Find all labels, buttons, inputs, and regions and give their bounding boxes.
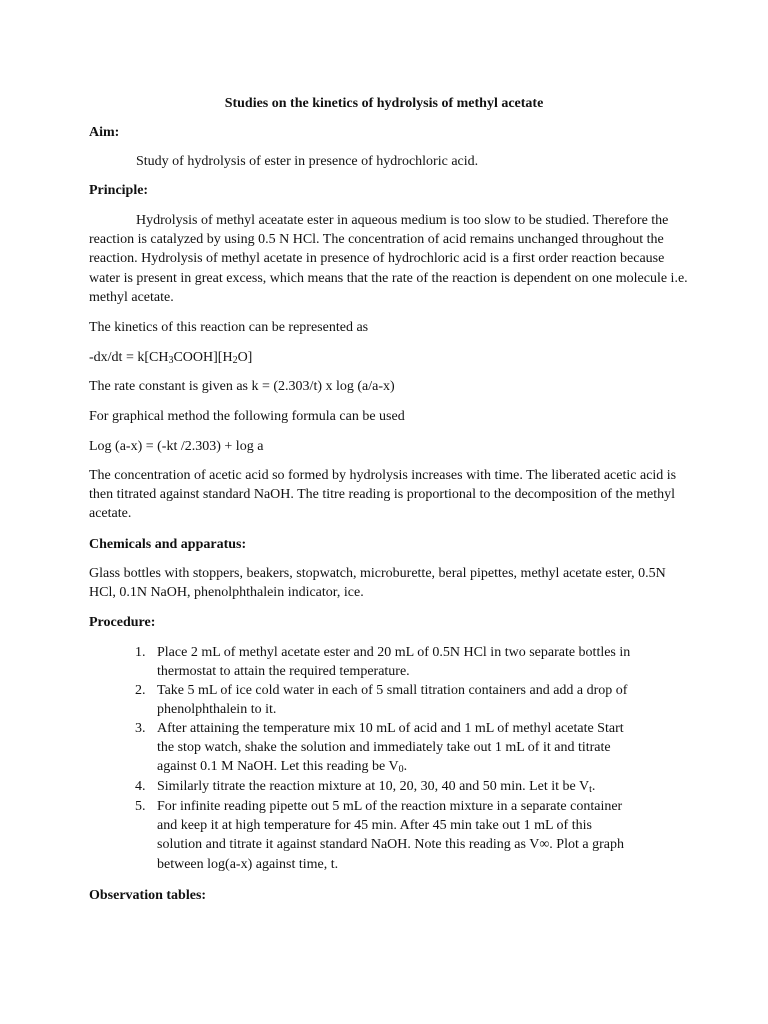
step-line-part: . (591, 779, 596, 794)
step-line: phenolphthalein to it. (157, 702, 277, 718)
step-number: 2. (135, 683, 146, 698)
step-line-part: against 0.1 M NaOH. Let this reading be V (157, 759, 399, 775)
titration-paragraph: The concentration of acetic acid so formed by hydrolysis increases with time. The liberated acetic acid is then titrated against standard NaOH. The titre reading is proportional to the decomposition of the methyl acetate. (89, 468, 677, 522)
step-line-part: Similarly titrate the reaction mixture at 10, 20, 30, 40 and 50 min. Let it be V (157, 779, 590, 794)
observation-heading: Observation tables: (89, 888, 207, 903)
step-line (157, 757, 679, 776)
rate-equation-part: -dx/dt = k[CH (89, 350, 169, 365)
rate-equation-subscript: 3 (168, 355, 174, 366)
aim-text: Study of hydrolysis of ester in presence of hydrochloric acid. (136, 154, 479, 169)
graphical-intro: For graphical method the following formula can be used (89, 409, 405, 424)
document-title: Studies on the kinetics of hydrolysis of methyl acetate (224, 96, 544, 111)
procedure-heading: Procedure: (89, 615, 156, 630)
step-line: For infinite reading pipette out 5 mL of the reaction mixture in a separate container (157, 799, 623, 814)
step-line: between log(a-x) against time, t. (157, 856, 339, 872)
v-subscript: t (589, 784, 592, 795)
rate-constant-formula: The rate constant is given as k = (2.303/t) x log (a/a-x) (89, 379, 395, 394)
step-line: the stop watch, shake the solution and immediately take out 1 mL of it and titrate (157, 740, 611, 756)
principle-paragraph: Hydrolysis of methyl aceatate ester in aqueous medium is too slow to be studied. Therefore the reaction is catalyzed by using 0.5 N HCl. The concentration of acid remains unchanged throughout the reaction. Hydrolysis of methyl acetate in presence of hydrochloric acid is a first order reaction because water is present in great excess, which means that the rate of the reaction is dependent on one molecule i.e. methyl acetate. (89, 213, 688, 305)
step-line: solution and titrate it against standard NaOH. Note this reading as V∞. Plot a graph (157, 837, 624, 853)
rate-equation-subscript: 2 (232, 355, 238, 366)
log-equation: Log (a-x) = (-kt /2.303) + log a (89, 439, 264, 454)
step-line: After attaining the temperature mix 10 mL of acid and 1 mL of methyl acetate Start (157, 721, 624, 736)
chemicals-heading: Chemicals and apparatus: (89, 537, 247, 552)
step-number: 4. (135, 779, 146, 794)
step-line: thermostat to attain the required temperature. (157, 664, 410, 680)
step-number: 3. (135, 721, 146, 736)
chemicals-text: Glass bottles with stoppers, beakers, stopwatch, microburette, beral pipettes, methyl acetate ester, 0.5N HCl, 0.1N NaOH, phenolphthalein indicator, ice. (89, 566, 666, 601)
kinetics-intro: The kinetics of this reaction can be represented as (89, 320, 369, 335)
step-line: Take 5 mL of ice cold water in each of 5 small titration containers and add a drop of (157, 683, 628, 698)
principle-heading: Principle: (89, 183, 149, 198)
rate-equation-part: O] (237, 350, 253, 365)
v-subscript: 0 (398, 764, 404, 776)
step-line-part: . (403, 759, 408, 775)
step-line: Place 2 mL of methyl acetate ester and 20 mL of 0.5N HCl in two separate bottles in (157, 645, 631, 660)
rate-equation-part: COOH][H (173, 350, 233, 365)
step-number: 5. (135, 799, 146, 814)
aim-heading: Aim: (89, 125, 120, 140)
step-number: 1. (135, 645, 146, 660)
step-line: and keep it at high temperature for 45 min. After 45 min take out 1 mL of this (157, 818, 592, 834)
rate-equation (89, 348, 252, 367)
step-line (157, 777, 679, 796)
